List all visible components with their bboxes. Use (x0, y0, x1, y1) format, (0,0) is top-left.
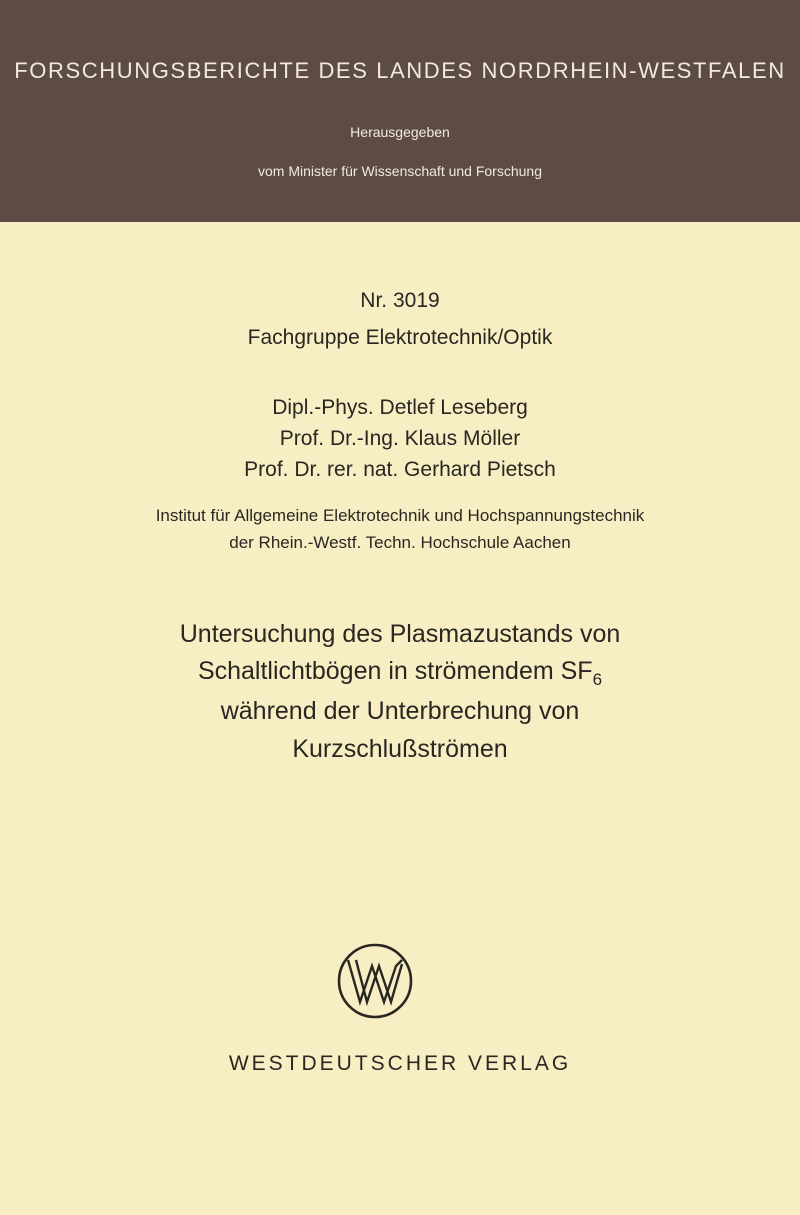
title-line (0, 657, 800, 690)
report-number: Nr. 3019 (360, 289, 440, 312)
series-title: FORSCHUNGSBERICHTE DES LANDES NORDRHEIN-WESTFALEN (14, 58, 786, 83)
title-line: Kurzschlußströmen (292, 735, 508, 763)
header-band (0, 0, 800, 222)
title-line: Untersuchung des Plasmazustands von (179, 620, 621, 648)
publisher-name: WESTDEUTSCHER VERLAG (228, 1052, 572, 1075)
editor-line: Herausgegeben (350, 124, 450, 140)
title-line: während der Unterbrechung von (220, 697, 580, 725)
author-2: Prof. Dr.-Ing. Klaus Möller (279, 427, 521, 450)
wv-monogram-logo (334, 940, 416, 1022)
author-3: Prof. Dr. rer. nat. Gerhard Pietsch (244, 458, 556, 481)
title-subscript: 6 (592, 670, 603, 689)
institute-line: Institut für Allgemeine Elektrotechnik und Hochspannungstechnik (155, 506, 645, 525)
author-1: Dipl.-Phys. Detlef Leseberg (272, 396, 528, 419)
title-text: Schaltlichtbögen in strömendem SF (197, 657, 593, 685)
institute-line: der Rhein.-Westf. Techn. Hochschule Aachen (229, 533, 571, 552)
subject-group: Fachgruppe Elektrotechnik/Optik (247, 326, 553, 349)
editor-line: vom Minister für Wissenschaft und Forschung (258, 163, 542, 179)
